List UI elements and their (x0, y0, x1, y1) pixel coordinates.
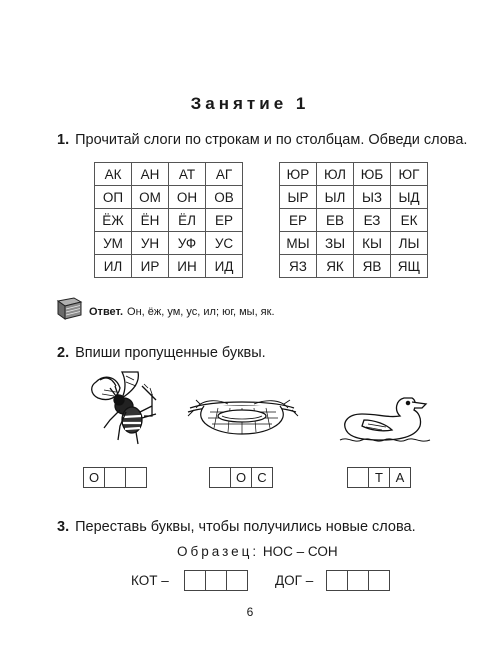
syllable-cell[interactable]: ЕР (280, 209, 317, 232)
syllable-cell[interactable]: МЫ (280, 232, 317, 255)
syllable-cell[interactable]: АК (95, 163, 132, 186)
syllable-cell[interactable]: ЫД (391, 186, 428, 209)
sample-text: НОС – СОН (262, 544, 338, 559)
syllable-cell[interactable]: АТ (169, 163, 206, 186)
answer-cells-dog (326, 570, 390, 591)
duck-picture (338, 390, 438, 451)
syllable-cell[interactable]: ЕК (391, 209, 428, 232)
task2-text: Впиши пропущенные буквы. (75, 345, 266, 361)
syllable-grid-left (94, 162, 243, 278)
answer-cells-kot (184, 570, 248, 591)
syllable-cell[interactable]: ЕВ (317, 209, 354, 232)
syllable-cell[interactable]: УМ (95, 232, 132, 255)
task3-text: Переставь буквы, чтобы получились новые слова. (75, 519, 416, 535)
word-cells-nest (209, 467, 273, 488)
syllable-cell[interactable]: ЫЗ (354, 186, 391, 209)
answer-label: Ответ. (89, 306, 124, 318)
syllable-cell[interactable]: ЮР (280, 163, 317, 186)
task1-heading (57, 132, 467, 148)
syllable-cell[interactable]: ЕР (206, 209, 243, 232)
syllable-cell[interactable]: ЁЛ (169, 209, 206, 232)
nest-picture (184, 394, 300, 449)
letter-cell[interactable] (347, 467, 369, 488)
letter-cell[interactable] (125, 467, 147, 488)
lesson-title: Занятие 1 (190, 94, 310, 113)
letter-cell[interactable] (104, 467, 126, 488)
letter-cell[interactable] (368, 570, 390, 591)
syllable-cell[interactable]: ЯЩ (391, 255, 428, 278)
syllable-cell[interactable]: ЮГ (391, 163, 428, 186)
task2-heading (57, 345, 266, 361)
letter-cell[interactable] (347, 570, 369, 591)
task1-answer (89, 306, 275, 318)
task1-number: 1. (57, 132, 70, 148)
task3-sample (177, 544, 338, 559)
task1-text: Прочитай слоги по строкам и по столбцам. Обведи слова. (75, 132, 468, 148)
syllable-cell[interactable]: ЫР (280, 186, 317, 209)
syllable-cell[interactable]: ОМ (132, 186, 169, 209)
letter-cell[interactable] (326, 570, 348, 591)
syllable-cell[interactable]: ЕЗ (354, 209, 391, 232)
letter-cell[interactable] (209, 467, 231, 488)
letter-cell[interactable]: А (389, 467, 411, 488)
syllable-cell[interactable]: ИР (132, 255, 169, 278)
syllable-cell[interactable]: ЗЫ (317, 232, 354, 255)
sample-label: Образец: (177, 544, 260, 559)
book-icon (55, 297, 83, 326)
syllable-cell[interactable]: ОН (169, 186, 206, 209)
word-cells-duck (347, 467, 411, 488)
syllable-cell[interactable]: УС (206, 232, 243, 255)
syllable-grid-right (279, 162, 428, 278)
syllable-cell[interactable]: КЫ (354, 232, 391, 255)
task2-number: 2. (57, 345, 70, 361)
word-cells-wasp (83, 467, 147, 488)
syllable-cell[interactable]: ОП (95, 186, 132, 209)
task3-word-kot: КОТ – (131, 573, 169, 588)
task3-word-dog: ДОГ – (275, 573, 314, 588)
syllable-cell[interactable]: ЮЛ (317, 163, 354, 186)
letter-cell[interactable]: О (230, 467, 252, 488)
syllable-cell[interactable]: ЯЗ (280, 255, 317, 278)
syllable-cell[interactable]: ЫЛ (317, 186, 354, 209)
letter-cell[interactable] (226, 570, 248, 591)
syllable-cell[interactable]: УН (132, 232, 169, 255)
syllable-cell[interactable]: УФ (169, 232, 206, 255)
syllable-cell[interactable]: ИД (206, 255, 243, 278)
syllable-cell[interactable]: ЛЫ (391, 232, 428, 255)
task3-heading (57, 519, 416, 535)
letter-cell[interactable] (184, 570, 206, 591)
syllable-cell[interactable]: ОВ (206, 186, 243, 209)
syllable-cell[interactable]: АГ (206, 163, 243, 186)
task3-number: 3. (57, 519, 70, 535)
syllable-cell[interactable]: ЯВ (354, 255, 391, 278)
answer-text: Он, ёж, ум, ус, ил; юг, мы, як. (127, 306, 275, 318)
syllable-cell[interactable]: ЯК (317, 255, 354, 278)
syllable-cell[interactable]: ЮБ (354, 163, 391, 186)
syllable-cell[interactable]: ИЛ (95, 255, 132, 278)
page-number: 6 (246, 605, 254, 619)
letter-cell[interactable]: С (251, 467, 273, 488)
letter-cell[interactable] (205, 570, 227, 591)
syllable-cell[interactable]: АН (132, 163, 169, 186)
syllable-cell[interactable]: ИН (169, 255, 206, 278)
letter-cell[interactable]: О (83, 467, 105, 488)
syllable-cell[interactable]: ЁН (132, 209, 169, 232)
wasp-picture (82, 368, 166, 455)
letter-cell[interactable]: Т (368, 467, 390, 488)
syllable-cell[interactable]: ЁЖ (95, 209, 132, 232)
